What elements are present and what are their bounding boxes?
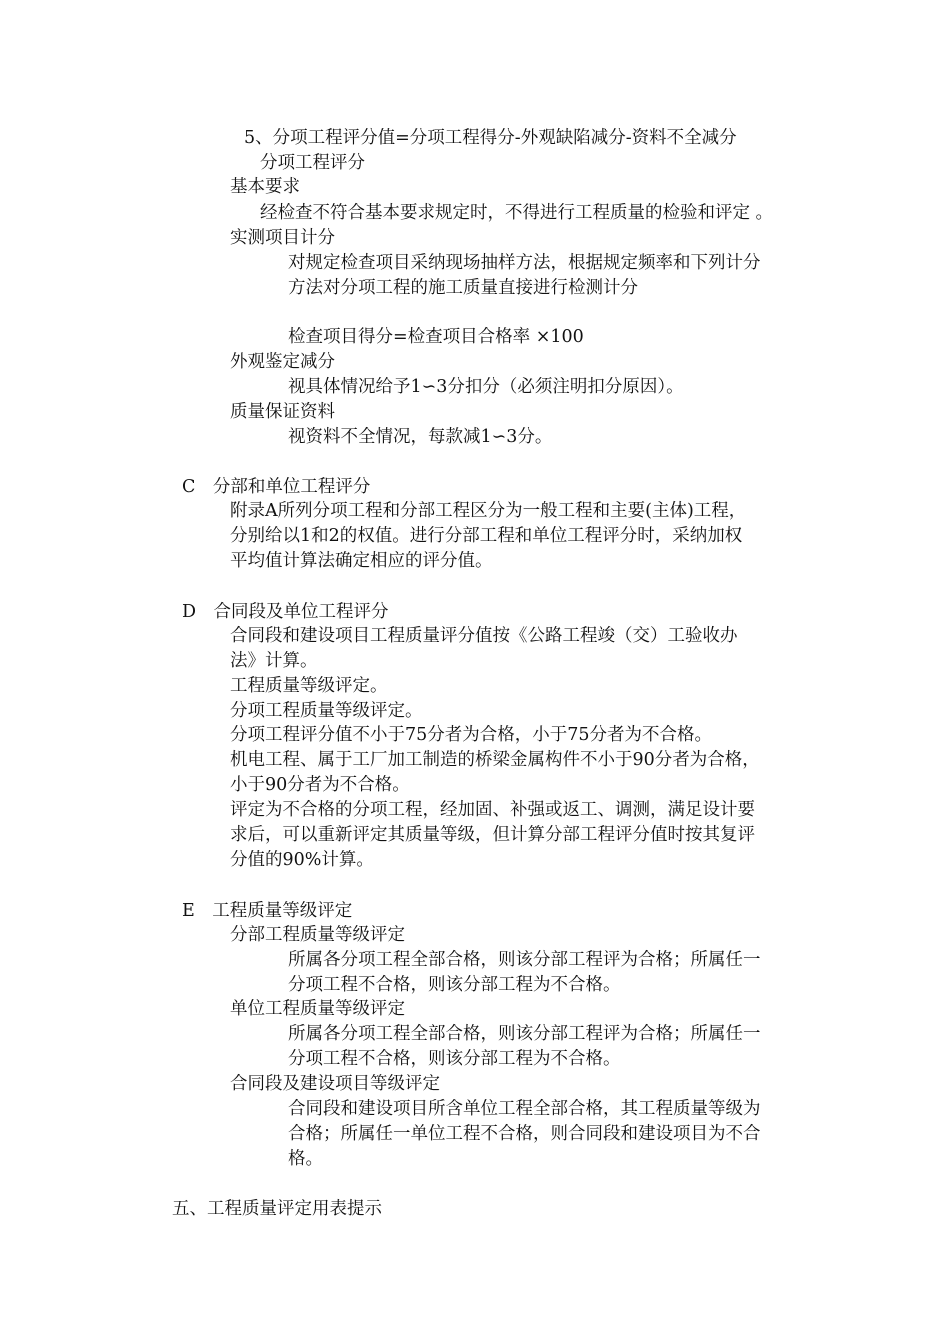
paragraph-line: 机电工程、属于工厂加工制造的桥梁金属构件不小于90分者为合格， [230, 750, 760, 770]
subheading-line: 实测项目计分 [230, 228, 335, 248]
paragraph-line: 分项工程不合格，则该分部工程为不合格。 [288, 975, 621, 995]
subheading-line: 分部工程质量等级评定 [230, 925, 405, 945]
paragraph-line: 格。 [288, 1149, 323, 1169]
paragraph-line: 分项工程评分值不小于75分者为合格，小于75分者为不合格。 [230, 725, 713, 745]
formula-line: 检查项目得分=检查项目合格率 ×100 [288, 327, 584, 347]
paragraph-line: 小于90分者为不合格。 [230, 775, 410, 795]
paragraph-line: 附录A所列分项工程和分部工程区分为一般工程和主要(主体)工程， [230, 501, 747, 521]
paragraph-line: 视具体情况给予1∽3分扣分（必须注明扣分原因）。 [288, 377, 684, 397]
paragraph-line: 分别给以1和2的权值。进行分部工程和单位工程评分时，采纳加权 [230, 526, 743, 546]
section-heading: E 工程质量等级评定 [182, 901, 353, 921]
paragraph-line: 所属各分项工程全部合格，则该分部工程评为合格；所属任一 [288, 1024, 761, 1044]
subheading-line: 质量保证资料 [230, 402, 335, 422]
subheading-line: 分项工程评分 [260, 153, 365, 173]
subheading-line: 外观鉴定减分 [230, 352, 335, 372]
subheading-line: 基本要求 [230, 177, 300, 197]
section-heading: D 合同段及单位工程评分 [182, 602, 389, 622]
paragraph-line: 视资料不全情况，每款减1∽3分。 [288, 427, 553, 447]
section-heading: C 分部和单位工程评分 [182, 477, 371, 497]
paragraph-line: 评定为不合格的分项工程，经加固、补强或返工、调测，满足设计要 [230, 800, 755, 820]
paragraph-line: 经检查不符合基本要求规定时，不得进行工程质量的检验和评定 。 [260, 203, 774, 223]
paragraph-line: 合同段和建设项目工程质量评分值按《公路工程竣（交）工验收办 [230, 626, 738, 646]
paragraph-line: 分值的90%计算。 [230, 850, 374, 870]
paragraph-line: 对规定检查项目采纳现场抽样方法，根据规定频率和下列计分 [288, 253, 761, 273]
paragraph-line: 求后，可以重新评定其质量等级，但计算分部工程评分值时按其复评 [230, 825, 755, 845]
paragraph-line: 方法对分项工程的施工质量直接进行检测计分 [288, 278, 638, 298]
subheading-line: 合同段及建设项目等级评定 [230, 1074, 440, 1094]
paragraph-line: 工程质量等级评定。 [230, 676, 388, 696]
paragraph-line: 合格；所属任一单位工程不合格，则合同段和建设项目为不合 [288, 1124, 761, 1144]
subheading-line: 单位工程质量等级评定 [230, 999, 405, 1019]
paragraph-line: 合同段和建设项目所含单位工程全部合格，其工程质量等级为 [288, 1099, 761, 1119]
chapter-heading: 五、工程质量评定用表提示 [172, 1199, 382, 1219]
paragraph-line: 所属各分项工程全部合格，则该分部工程评为合格；所属任一 [288, 950, 761, 970]
paragraph-line: 分项工程质量等级评定。 [230, 701, 423, 721]
paragraph-line: 法》计算。 [230, 651, 318, 671]
formula-line: 5、分项工程评分值=分项工程得分-外观缺陷减分-资料不全减分 [244, 128, 737, 148]
paragraph-line: 分项工程不合格，则该分部工程为不合格。 [288, 1049, 621, 1069]
paragraph-line: 平均值计算法确定相应的评分值。 [230, 551, 493, 571]
